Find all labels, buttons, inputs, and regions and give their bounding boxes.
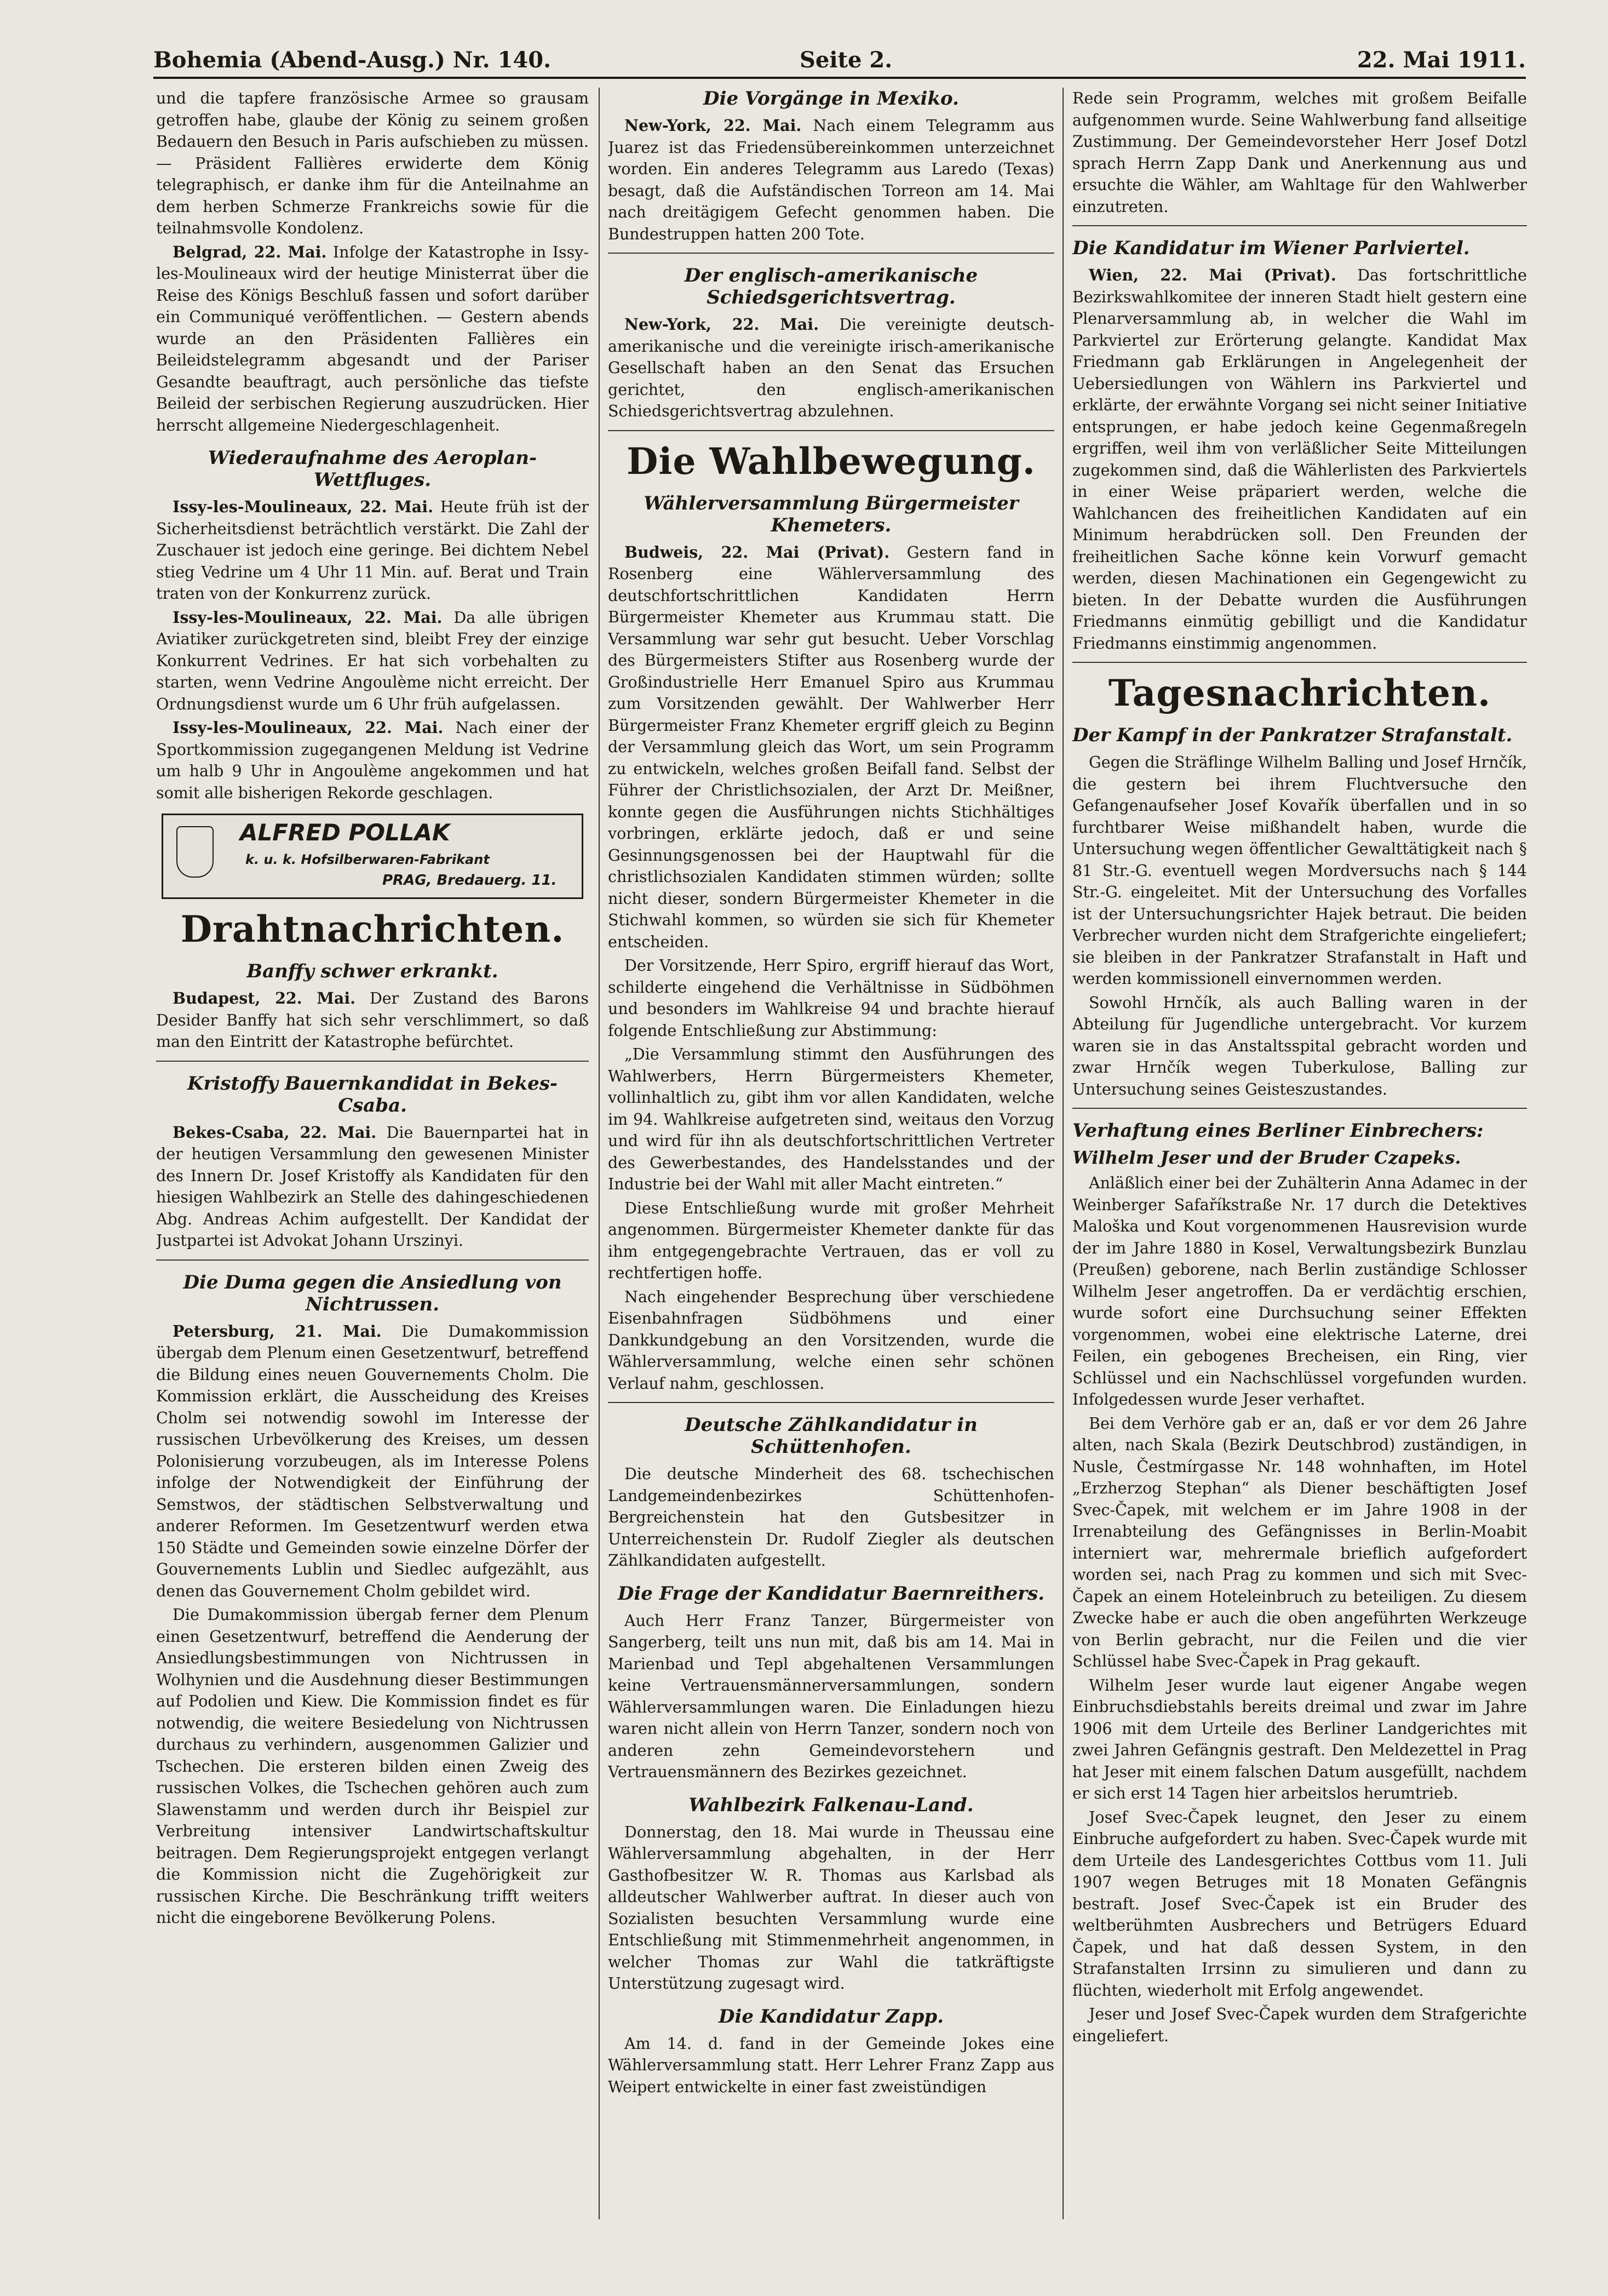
paragraph-text: Nach einem Telegramm aus Juarez ist das Friedensübereinkommen unterzeichnet worden. Ein anderes Telegramm aus Laredo (Texas) besagt, daß die Aufständischen Torreon am 14. Mai nach dreitägigem Gefecht genommen haben. Die Bundestruppen hatten 200 Tote.	[608, 117, 1054, 243]
dateline: Wien, 22. Mai (Privat).	[1089, 266, 1336, 284]
paragraph	[156, 607, 589, 715]
quote: „Die Versammlung stimmt den Ausführungen des Wahlwerbers, Herrn Bürgermeisters Khemeter, vollinhaltlich zu, gibt ihm vor allen Kandidaten, welche im 94. Wahlkreise aufgetreten sind, weitaus den Vorzug und wird für ihn als deutschfortschrittlichen Vertreter des Gewerbestandes, des Handelsstandes und der Industrie bei der Wahl mit aller Macht eintreten.“	[608, 1045, 1054, 1193]
section-heading: Tagesnachrichten.	[1108, 672, 1491, 714]
paragraph: Am 14. d. fand in der Gemeinde Jokes eine Wählerversammlung statt. Herr Lehrer Franz Zapp aus Weipert entwickelte in einer fast zweistündigen	[608, 2034, 1054, 2096]
article-headline: Die Vorgänge in Mexiko.	[703, 88, 959, 110]
article	[608, 1583, 1054, 1783]
article	[608, 1794, 1054, 1995]
dateline: Petersburg, 21. Mai.	[173, 1321, 382, 1341]
paragraph: Bei dem Verhöre gab er an, daß er vor dem 26 Jahre alten, nach Skala (Bezirk Deutschbrod) zuständigen, in Nusle, Čestmírgasse Nr. 148 wohnhaften, im Hotel „Erzherzog Stephan“ als Diener beschäftigten Josef Svec-Čapek, mit welchem er im Jahre 1908 in der Irrenabteilung des Gefängnisses in Berlin-Moabit interniert war, mehrermale brieflich aufgefordert worden sei, nach Prag zu kommen und sich mit Svec-Čapek an einem Hoteleinbruch zu beteiligen. Zu diesem Zwecke habe er auch die oben angeführten Werkzeuge von Berlin gebracht, nur die Feilen und die vier Schlüssel habe Svec-Čapek in Prag gekauft.	[1072, 1414, 1527, 1670]
article-headline: Deutsche Zählkandidatur in Schüttenhofen.	[685, 1414, 978, 1458]
paragraph: Sowohl Hrnčík, als auch Balling waren in der Abteilung für Jugendliche untergebracht. Vor kurzem waren sie in das Anstaltsspital gebracht worden und zwar Hrnčík wegen Tuberkulose, Balling zur Untersuchung seines Geisteszustandes.	[1072, 993, 1527, 1098]
paragraph-text: Das fortschrittliche Bezirkswahlkomitee der inneren Stadt hielt gestern eine Plenarversammlung ab, in welcher die Wahl im Parkviertel zur Erörterung gelangte. Kandidat Max Friedmann gab Erklärungen in Angelegenheit der Uebersiedlungen von Wählern ins Parkviertel und erklärte, der erwähnte Vorgang sei nicht seiner Initiative entsprungen, er habe jedoch keine Gegenmaßregeln ergriffen, weil ihm von verläßlicher Seite Mitteilungen zugekommen sind, daß die Wählerlisten des Parkviertels in einer Weise präpariert werden, welche die Wahlchancen des freiheitlichen Kandidaten auf ein Minimum herabdrücken soll. Den Freunden der freiheitlichen Sache könne kein Vorwurf gemacht werden, diesen Machinationen ein Gegengewicht zu bieten. In der Debatte wurden die Ausführungen Friedmanns einmütig gebilligt und die Kandidatur Friedmanns einstimmig angenommen.	[1072, 266, 1527, 652]
paragraph: Die Dumakommission übergab ferner dem Plenum einen Gesetzentwurf, betreffend die Aenderung der Ansiedlungsbestimmungen von Nichtrussen in Wolhynien und die Ausdehnung dieser Bestimmungen auf Podolien und Kiew. Die Kommission findet es für notwendig, die weitere Besiedelung von Nichtrussen durchaus zu verhindern, ausgenommen Galizier und Tschechen. Die ersteren bilden einen Zweig des russischen Volkes, die Tschechen gehören auch zum Slawenstamm und werden durch ihr Beispiel zur Verbreitung intensiver Landwirtschaftskultur beitragen. Dem Regierungsprojekt entgegen verlangt die Kommission nicht die Zugehörigkeit zur russischen Kirche. Die Beschränkung trifft weiters nicht die eingeborene Bevölkerung Polens.	[156, 1606, 589, 1927]
header-date: 22. Mai 1911.	[1357, 47, 1526, 73]
article	[156, 447, 589, 804]
paragraph-text: Da alle übrigen Aviatiker zurückgetreten sind, bleibt Frey der einzige Konkurrent Vedrines. Er hat sich vorbehalten zu starten, wenn Vedrine Angoulème nicht erreicht. Der Ordnungsdienst wurde um 6 Uhr früh aufgelassen.	[156, 608, 589, 713]
paragraph: Auch Herr Franz Tanzer, Bürgermeister von Sangerberg, teilt uns nun mit, daß bis am 14. Mai in Marienbad und Tepl abgehaltenen Versammlungen keine Vertrauensmännerversammlungen, sondern Wählerversammlungen waren. Die Einladungen hiezu waren nicht allein von Herrn Tanzer, sondern noch von anderen zehn Gemeindevorstehern und Vertrauensmännern des Bezirkes gezeichnet.	[608, 1611, 1054, 1781]
section	[608, 441, 1054, 482]
article	[1072, 1120, 1527, 2047]
article-headline: Wiederaufnahme des Aeroplan-Wettfluges.	[208, 447, 537, 491]
paragraph	[156, 242, 589, 437]
article	[608, 265, 1054, 422]
paragraph-text: Heute früh ist der Sicherheitsdienst beträchtlich verstärkt. Die Zahl der Zuschauer ist jedoch eine geringe. Bei dichtem Nebel stieg Vedrine um 4 Uhr 11 Min. auf. Berat und Train traten von der Konkurrenz zurück.	[156, 498, 589, 603]
article	[608, 88, 1054, 245]
divider	[1072, 662, 1527, 663]
paragraph	[156, 988, 589, 1053]
paragraph	[156, 1321, 589, 1602]
divider	[608, 253, 1054, 254]
paragraph-text: Die Bauernpartei hat in der heutigen Versammlung den gewesenen Minister des Innern Dr. Josef Kristoffy als Kandidaten für den hiesigen Wahlbezirk an Stelle des dahingeschiedenen Abg. Andreas Achim aufgestellt. Der Kandidat der Justpartei ist Advokat Johann Urszinyi.	[156, 1123, 589, 1250]
article-headline: Wählerversammlung Bürgermeister Khemeters.	[644, 492, 1019, 536]
paragraph-text: Nach einer der Sportkommission zugegangenen Meldung ist Vedrine um halb 9 Uhr in Angoulème angekommen und hat somit alle bisherigen Rekorde geschlagen.	[156, 719, 589, 802]
paragraph-text: Infolge der Katastrophe in Issy-les-Moulineaux wird der heutige Ministerrat über die Reise des Königs Beschluß fassen und sofort darüber ein Communiqué veröffentlichen. — Gestern abends wurde an den Präsidenten Fallières ein Beileidstelegramm abgesandt und der Pariser Gesandte beauftragt, auch persönliche das tiefste Beileid der serbischen Regierung auszudrücken. Hier herrscht allgemeine Niedergeschlagenheit.	[156, 243, 589, 434]
paragraph-text: Die vereinigte deutsch-amerikanische und die vereinigte irisch-amerikanische Gesellschaft haben an den Senat das Ersuchen gerichtet, den englisch-amerikanischen Schiedsgerichtsvertrag abzulehnen.	[608, 316, 1054, 420]
paragraph: Nach eingehender Besprechung über verschiedene Eisenbahnfragen Südböhmens und einer Dankkundgebung an den Vorsitzenden, wurde die Wählerversammlung, welche einen sehr schönen Verlauf nahm, geschlossen.	[608, 1287, 1054, 1393]
paragraph-text: Die Dumakommission übergab dem Plenum einen Gesetzentwurf, betreffend die Bildung eines neuen Gouvernements Cholm. Die Kommission erklärt, die Ausscheidung des Kreises Cholm sei notwendig sowohl im Interesse der russischen Urbevölkerung des Kreises, um dessen Polonisierung vorzubeugen, als im Interesse Polens infolge der Notwendigkeit der Einführung der Semstwos, der städtischen Selbstverwaltung und anderer Reformen. Im Gesetzentwurf werden etwa 150 Städte und Gemeinden sowie einzelne Dörfer der Gouvernements Lublin und Siedlec aufgezählt, aus denen das Gouvernement Cholm gebildet wird.	[156, 1322, 589, 1600]
crest-icon	[176, 826, 214, 878]
paragraph-text: Der Zustand des Barons Desider Banffy hat sich sehr verschlimmert, so daß man den Eintritt der Katastrophe befürchtet.	[156, 989, 589, 1051]
paragraph	[1072, 265, 1527, 654]
header-page-number: Seite 2.	[800, 47, 893, 73]
article	[156, 1272, 589, 1929]
paragraph: Der Vorsitzende, Herr Spiro, ergriff hierauf das Wort, schilderte eingehend die Verhältnisse in Südböhmen und besonders im Wahlkreise 94 und brachte hierauf folgende Entschließung zur Abstimmung:	[608, 957, 1054, 1040]
paragraph	[156, 717, 589, 804]
section	[156, 909, 589, 949]
paragraph: Anläßlich einer bei der Zuhälterin Anna Adamec in der Weinberger Safaříkstraße Nr. 17 durch die Detektives Maloška und Kout vorgenommenen Hausrevision wurde der im Jahre 1880 in Kosel, Verwaltungsbezirk Bunzlau (Preußen) geborene, nach Berlin zuständige Schlosser Wilhelm Jeser angetroffen. Da er verdächtig erschien, wurde sofort eine Durchsuchung seiner Effekten vorgenommen, wobei eine elektrische Laterne, drei Feilen, ein gebogenes Brecheisen, ein Ring, vier Schlüssel und ein Nachschlüssel vorgefunden wurden. Infolgedessen wurde Jeser verhaftet.	[1072, 1174, 1527, 1408]
article-headline: Die Kandidatur im Wiener Parlviertel.	[1072, 237, 1470, 259]
dateline: Belgrad, 22. Mai.	[173, 242, 327, 261]
page-header	[153, 44, 1526, 79]
article-headline: Wahlbezirk Falkenau-Land.	[688, 1794, 974, 1816]
article-subheadline: Wilhelm Jeser und der Bruder Czapeks.	[1072, 1147, 1461, 1168]
article	[1072, 724, 1527, 1100]
divider	[1072, 1108, 1527, 1109]
dateline: Issy-les-Moulineaux, 22. Mai.	[173, 608, 443, 627]
dateline: New-York, 22. Mai.	[624, 116, 802, 135]
column-rule	[1063, 88, 1064, 2219]
paragraph	[156, 1122, 589, 1252]
column-3	[1072, 88, 1527, 2219]
article	[608, 493, 1054, 1395]
article-headline: Banffy schwer erkrankt.	[246, 960, 498, 982]
dateline: Bekes-Csaba, 22. Mai.	[173, 1123, 377, 1142]
article-headline: Die Kandidatur Zapp.	[718, 2005, 944, 2028]
article	[608, 1414, 1054, 1572]
article-continuation	[1072, 88, 1527, 217]
divider	[156, 1259, 589, 1261]
column-2	[608, 88, 1054, 2219]
column-1	[156, 88, 589, 2219]
divider	[608, 430, 1054, 431]
paragraph: Gegen die Sträflinge Wilhelm Balling und Josef Hrnčík, die gestern bei ihrem Fluchtversuche den Gefangenaufseher Josef Kovařík überfallen und in so furchtbarer Weise mißhandelt haben, wurde die Untersuchung wegen öffentlicher Gewalttätigkeit nach § 81 Str.-G. eventuell wegen Mordversuchs nach § 144 Str.-G. eingeleitet. Mit der Untersuchung des Vorfalles ist der Untersuchungsrichter Hajek betraut. Die beiden Verbrecher wurden nicht dem Strafgerichte eingeliefert; sie bleiben in der Pankratzer Strafanstalt in Haft und werden kommissionell einvernommen werden.	[1072, 753, 1527, 988]
paragraph: und die tapfere französische Armee so grausam getroffen habe, glaube der König zu seinem großen Bedauern den Besuch in Paris aufschieben zu müssen. — Präsident Fallières erwiderte dem König telegraphisch, er danke ihm für die Anteilnahme an dem herben Schmerze Frankreichs sowie für die teilnahmsvolle Kondolenz.	[156, 89, 589, 237]
divider	[608, 1402, 1054, 1403]
dateline: Budweis, 22. Mai (Privat).	[624, 542, 890, 562]
paragraph-text: Gestern fand in Rosenberg eine Wählerversammlung des deutschfortschrittlichen Kandidaten Herrn Bürgermeister Khemeter aus Krummau statt. Die Versammlung war sehr gut besucht. Ueber Vorschlag des Bürgermeisters Stifter aus Rosenberg wurde der Großindustrielle Herr Emanuel Spiro aus Krummau zum Vorsitzenden gewählt. Der Wahlwerber Herr Bürgermeister Franz Khemeter ergriff gleich zu Beginn der Versammlung gleich das Wort, um sein Programm zu entwickeln, welches großen Beifall fand. Selbst der Führer der Christlichsozialen, der Arzt Dr. Meißner, konnte gegen die Ausführungen nichts Stichhältiges vorbringen, erklärte jedoch, daß er und seine Gesinnungsgenossen bei der Hauptwahl für die christlichsozialen Kandidaten stimmen würden; sollte nicht dieser, sondern Bürgermeister Khemeter in die Stichwahl kommen, so würden sie sich für Khemeter entscheiden.	[608, 543, 1054, 951]
paragraph	[156, 496, 589, 605]
article	[1072, 237, 1527, 654]
article-headline: Der Kampf in der Pankratzer Strafanstalt.	[1072, 724, 1513, 746]
article-headline: Die Frage der Kandidatur Baernreithers.	[617, 1582, 1045, 1605]
dateline: Issy-les-Moulineaux, 22. Mai.	[173, 497, 433, 516]
article-headline: Der englisch-amerikanische Schiedsgerichtsvertrag.	[684, 265, 978, 308]
dateline: Budapest, 22. Mai.	[173, 989, 356, 1007]
section-heading: Die Wahlbewegung.	[627, 439, 1036, 483]
dateline: New-York, 22. Mai.	[624, 315, 819, 334]
ad-line: k. u. k. Hofsilberwaren-Fabrikant	[245, 852, 490, 867]
article-headline: Die Duma gegen die Ansiedlung von Nichtrussen.	[183, 1271, 562, 1315]
paragraph	[608, 115, 1054, 245]
ad-company-name: ALFRED POLLAK	[240, 819, 450, 846]
paragraph	[608, 542, 1054, 953]
divider	[1072, 225, 1527, 226]
paragraph: Josef Svec-Čapek leugnet, den Jeser zu einem Einbruche aufgefordert zu haben. Svec-Čapek wurde mit dem Urteile des Landesgerichtes Cottbus vom 11. Juli 1907 wegen Betruges mit 18 Monaten Gefängnis bestraft. Josef Svec-Čapek ist ein Bruder des weltberühmten Ausbrechers und Betrügers Eduard Čapek, und hat daß dessen System, in den Strafanstalten Irrsinn zu simulieren und dann zu flüchten, wiederholt mit Erfolg angewendet.	[1072, 1808, 1527, 2000]
paragraph	[608, 314, 1054, 422]
paragraph: Die deutsche Minderheit des 68. tschechischen Landgemeindenbezirkes Schüttenhofen-Bergreichenstein hat den Gutsbesitzer in Unterreichenstein Dr. Rudolf Ziegler als deutschen Zählkandidaten aufgestellt.	[608, 1465, 1054, 1570]
article	[156, 960, 589, 1053]
section-heading: Drahtnachrichten.	[180, 908, 565, 951]
header-masthead: Bohemia (Abend-Ausg.) Nr. 140.	[153, 47, 552, 73]
article-headline: Kristoffy Bauernkandidat in Bekes-Csaba.	[187, 1072, 558, 1116]
section	[1072, 673, 1527, 713]
dateline: Issy-les-Moulineaux, 22. Mai.	[173, 718, 444, 737]
paragraph: Rede sein Programm, welches mit großem Beifalle aufgenommen wurde. Seine Wahlwerbung fand allseitige Zustimmung. Der Gemeindevorsteher Herr Josef Dotzl sprach Herrn Zapp Dank und Anerkennung aus und ersuchte die Wähler, am Wahltage für den Wahlwerber einzutreten.	[1072, 89, 1527, 216]
article-headline: Verhaftung eines Berliner Einbrechers:	[1072, 1120, 1484, 1142]
paragraph: Donnerstag, den 18. Mai wurde in Theussau eine Wählerversammlung abgehalten, in der Herr Gasthofbesitzer W. R. Thomas aus Karlsbad als alldeutscher Wahlwerber auftrat. In dieser auch von Sozialisten besuchten Versammlung wurde eine Entschließung mit Stimmenmehrheit angenommen, in welcher Thomas zur Wahl die tatkräftigste Unterstützung zugesagt wird.	[608, 1823, 1054, 1992]
article-continuation	[156, 88, 589, 436]
paragraph: Diese Entschließung wurde mit großer Mehrheit angenommen. Bürgermeister Khemeter dankte für das ihm entgegengebrachte Vertrauen, das er voll zu rechtfertigen hoffe.	[608, 1199, 1054, 1282]
article	[608, 2006, 1054, 2098]
column-rule	[599, 88, 600, 2219]
paragraph: Jeser und Josef Svec-Čapek wurden dem Strafgerichte eingeliefert.	[1072, 2005, 1527, 2045]
ad-address: PRAG, Bredauerg. 11.	[382, 872, 557, 889]
divider	[156, 1061, 589, 1062]
paragraph: Wilhelm Jeser wurde laut eigener Angabe wegen Einbruchsdiebstahls bereits dreimal und zwar im Jahre 1906 mit dem Urteile des Berliner Landgerichtes mit zwei Jahren Gefängnis gestraft. Den Meldezettel in Prag hat Jeser mit einem falschen Datum ausgefüllt, nachdem er sich erst 14 Tagen hier arbeitslos herumtrieb.	[1072, 1676, 1527, 1802]
article	[156, 1073, 589, 1252]
advertisement	[162, 814, 583, 899]
